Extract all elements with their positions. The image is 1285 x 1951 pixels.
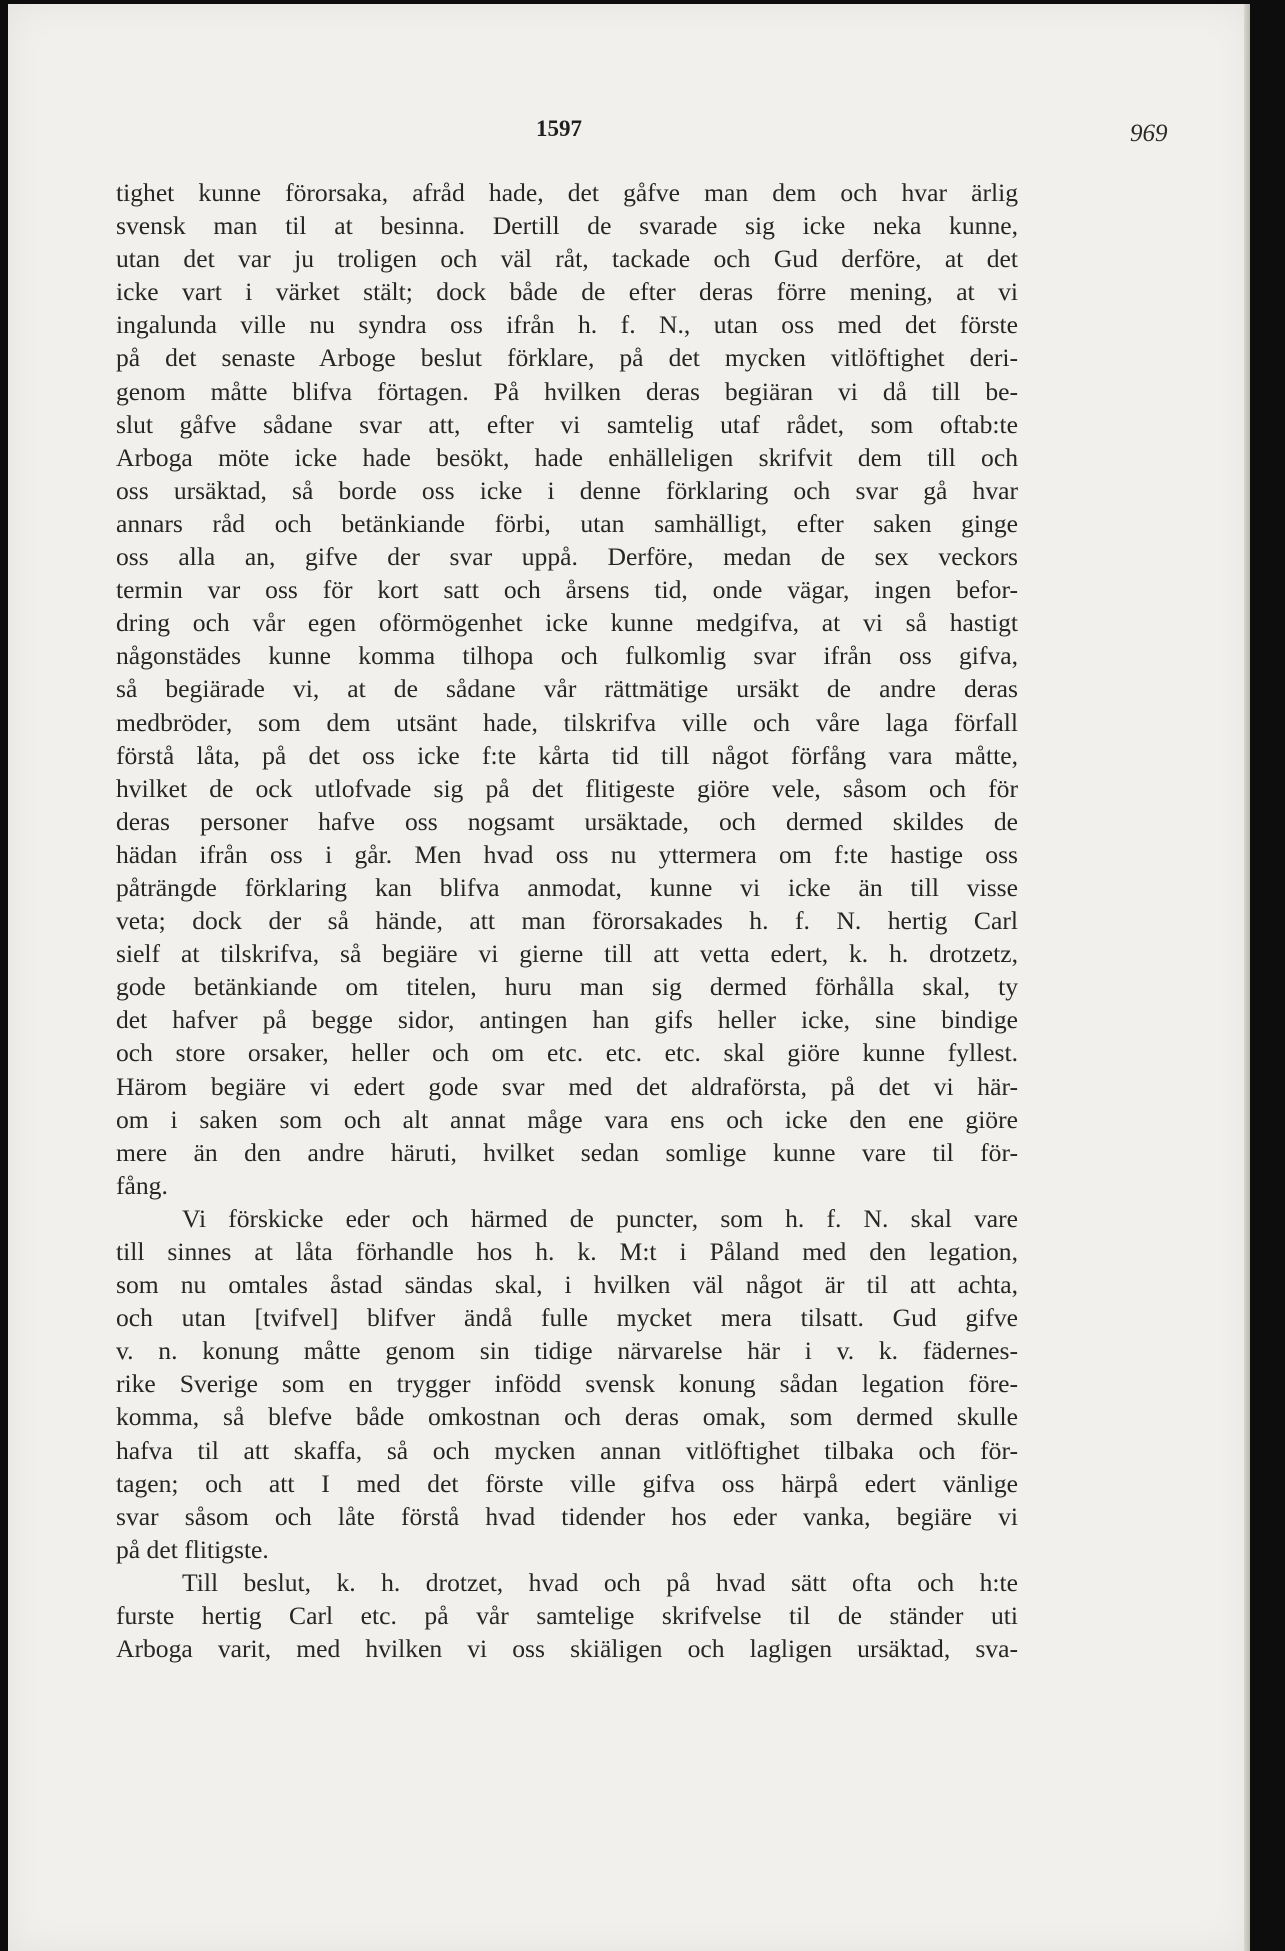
text-line: oss alla an, gifve der svar uppå. Derföre, medan de sex veckors	[116, 542, 1018, 572]
text-line: slut gåfve sådane svar att, efter vi samtelig utaf rådet, som oftab:te	[116, 409, 1018, 439]
text-line: så begiärade vi, at de sådane vår rättmätige ursäkt de andre deras	[116, 674, 1018, 704]
text-line: veta; dock der så hände, att man förorsakades h. f. N. hertig Carl	[116, 906, 1018, 936]
text-line: hädan ifrån oss i går. Men hvad oss nu yttermera om f:te hastige oss	[116, 839, 1018, 869]
running-head-year: 1597	[536, 116, 582, 141]
page-edge	[1244, 4, 1250, 1951]
text-line: termin var oss för kort satt och årsens tid, onde vägar, ingen befor-	[116, 575, 1018, 605]
text-line: oss ursäktad, så borde oss icke i denne förklaring och svar gå hvar	[116, 475, 1018, 505]
text-line: och store orsaker, heller och om etc. etc. etc. skal giöre kunne fyllest.	[116, 1038, 1018, 1068]
text-line: någonstädes kunne komma tilhopa och fulkomlig svar ifrån oss gifva,	[116, 641, 1018, 671]
text-line: som nu omtales åstad sändas skal, i hvilken väl något är til att achta,	[116, 1270, 1018, 1300]
text-line: komma, så blefve både omkostnan och deras omak, som dermed skulle	[116, 1402, 1018, 1432]
text-line: dring och vår egen oförmögenhet icke kunne medgifva, at vi så hastigt	[116, 608, 1018, 638]
text-line: och utan [tvifvel] blifver ändå fulle mycket mera tilsatt. Gud gifve	[116, 1303, 1018, 1333]
text-line: rike Sverige som en trygger infödd svensk konung sådan legation före-	[116, 1369, 1018, 1399]
text-line: icke vart i värket stält; dock både de efter deras förre mening, at vi	[116, 277, 1018, 307]
text-line: på det flitigste.	[116, 1534, 269, 1564]
text-line: fång.	[116, 1170, 168, 1200]
text-line: genom måtte blifva förtagen. På hvilken deras begiäran vi då till be-	[116, 376, 1018, 406]
text-line: tighet kunne förorsaka, afråd hade, det gåfve man dem och hvar ärlig	[116, 178, 1018, 207]
text-line: utan det var ju troligen och väl råt, tackade och Gud derföre, at det	[116, 244, 1018, 274]
text-line: Härom begiäre vi edert gode svar med det aldraförsta, på det vi här-	[116, 1071, 1018, 1101]
text-line: mere än den andre häruti, hvilket sedan somlige kunne vare til för-	[116, 1137, 1018, 1167]
text-line: till sinnes at låta förhandle hos h. k. M:t i Påland med den legation,	[116, 1237, 1018, 1266]
text-line: det hafver på begge sidor, antingen han gifs heller icke, sine bindige	[116, 1005, 1018, 1035]
text-line: v. n. konung måtte genom sin tidige närvarelse här i v. k. fädernes-	[116, 1336, 1018, 1366]
text-line: deras personer hafve oss nogsamt ursäktade, och dermed skildes de	[116, 806, 1018, 836]
text-line: svar såsom och låte förstå hvad tidender hos eder vanka, begiäre vi	[116, 1501, 1018, 1531]
text-line: om i saken som och alt annat måge vara ens och icke den ene giöre	[116, 1104, 1018, 1134]
paragraph-first-line: Till beslut, k. h. drotzet, hvad och på hvad sätt ofta och h:te	[182, 1567, 1018, 1597]
page-header	[8, 116, 1250, 156]
text-line: furste hertig Carl etc. på vår samtelige skrifvelse til de ständer uti	[116, 1601, 1018, 1631]
text-line: svensk man til at besinna. Dertill de svarade sig icke neka kunne,	[116, 211, 1018, 241]
text-line: hafva til att skaffa, så och mycken annan vitlöftighet tilbaka och för-	[116, 1435, 1018, 1465]
page-number: 969	[1130, 120, 1168, 147]
text-line: påträngde förklaring kan blifva anmodat, kunne vi icke än till visse	[116, 872, 1018, 902]
text-line: på det senaste Arboge beslut förklare, på det mycken vitlöftighet deri-	[116, 343, 1018, 373]
text-line: Arboga möte icke hade besökt, hade enhälleligen skrifvit dem till och	[116, 442, 1018, 472]
text-line: medbröder, som dem utsänt hade, tilskrifva ville och våre laga förfall	[116, 707, 1018, 737]
body-text	[116, 176, 1018, 1665]
text-line: gode betänkiande om titelen, huru man sig dermed förhålla skal, ty	[116, 972, 1018, 1002]
text-line: förstå låta, på det oss icke f:te kårta tid till något förfång vara måtte,	[116, 740, 1018, 770]
text-line: ingalunda ville nu syndra oss ifrån h. f. N., utan oss med det förste	[116, 310, 1018, 340]
book-page	[8, 4, 1250, 1951]
text-line: sielf at tilskrifva, så begiäre vi gierne till att vetta edert, k. h. drotzetz,	[116, 939, 1018, 969]
text-line: annars råd och betänkiande förbi, utan samhälligt, efter saken ginge	[116, 508, 1018, 538]
text-line: hvilket de ock utlofvade sig på det flitigeste giöre vele, såsom och för	[116, 773, 1018, 803]
paragraph-first-line: Vi förskicke eder och härmed de puncter, som h. f. N. skal vare	[182, 1203, 1018, 1233]
text-line: tagen; och att I med det förste ville gifva oss härpå edert vänlige	[116, 1468, 1018, 1498]
text-line: Arboga varit, med hvilken vi oss skiäligen och lagligen ursäktad, sva-	[116, 1634, 1018, 1664]
